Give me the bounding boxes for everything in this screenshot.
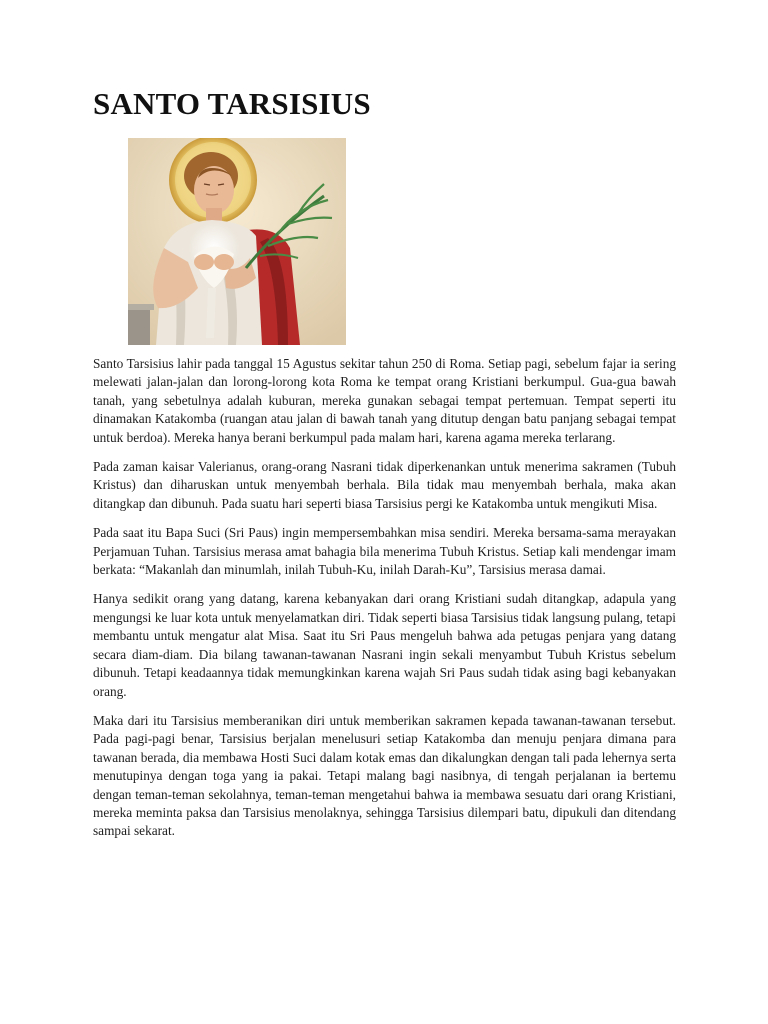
paragraph: Hanya sedikit orang yang datang, karena kebanyakan dari orang Kristiani sudah ditangkap, adapula yang mengungsi ke luar kota untuk menyelamatkan diri. Tidak seperti biasa Tarsisius tidak langsung pulang, tetapi membantu untuk mengatur alat Misa. Saat itu Sri Paus mengeluh bahwa ada petugas penjara yang datang secara diam-diam. Dia bilang tawanan-tawanan Nasrani ingin sekali menyambut Tubuh Kristus sebelum dibunuh. Tetapi keadaannya tidak memungkinkan karena wajah Sri Paus sudah tidak asing bagi kebanyakan orang. bbox=[93, 591, 676, 699]
article-body bbox=[93, 355, 676, 852]
page-title: SANTO TARSISIUS bbox=[93, 86, 371, 121]
saint-portrait-image bbox=[128, 138, 346, 345]
paragraph: Pada zaman kaisar Valerianus, orang-orang Nasrani tidak diperkenankan untuk menerima sakramen (Tubuh Kristus) dan diharuskan untuk menyembah berhala. Bila tidak mau menyembah berhala, maka akan ditangkap dan dibunuh. Pada suatu hari seperti biasa Tarsisius pergi ke Katakomba untuk mengikuti Misa. bbox=[93, 459, 676, 511]
paragraph: Pada saat itu Bapa Suci (Sri Paus) ingin mempersembahkan misa sendiri. Mereka bersama-sama merayakan Perjamuan Tuhan. Tarsisius merasa amat bahagia bila menerima Tubuh Kristus. Setiap kali mendengar imam berkata: “Makanlah dan minumlah, inilah Tubuh-Ku, inilah Darah-Ku”, Tarsisius merasa damai. bbox=[93, 525, 676, 578]
paragraph: Santo Tarsisius lahir pada tanggal 15 Agustus sekitar tahun 250 di Roma. Setiap pagi, sebelum fajar ia sering melewati jalan-jalan dan lorong-lorong kota Roma ke tempat orang Kristiani berkumpul. Gua-gua bawah tanah, yang sebetulnya adalah kuburan, mereka gunakan sebagai tempat pertemuan. Tempat seperti itu dinamakan Katakomba (ruangan atau jalan di bawah tanah yang ditutup dengan batu panjang sebagai tempat untuk berdoa). Mereka hanya berani berkumpul pada malam hari, karena agama mereka terlarang. bbox=[93, 356, 676, 445]
paragraph: Maka dari itu Tarsisius memberanikan diri untuk memberikan sakramen kepada tawanan-tawanan tersebut. Pada pagi-pagi benar, Tarsisius berjalan menelusuri setiap Katakomba dan menuju penjara dimana para tawanan berada, dia membawa Hosti Suci dalam kotak emas dan dikalungkan dengan tali pada lehernya serta menutupinya dengan toga yang ia pakai. Tetapi malang bagi nasibnya, di tengah perjalanan ia bertemu dengan teman-teman sekolahnya, teman-teman mengetahui bahwa ia membawa sesuatu dari orang Kristiani, mereka meminta paksa dan Tarsisius menolaknya, sehingga Tarsisius dilempari batu, dipukuli dan ditendang sampai sekarat. bbox=[93, 712, 676, 839]
